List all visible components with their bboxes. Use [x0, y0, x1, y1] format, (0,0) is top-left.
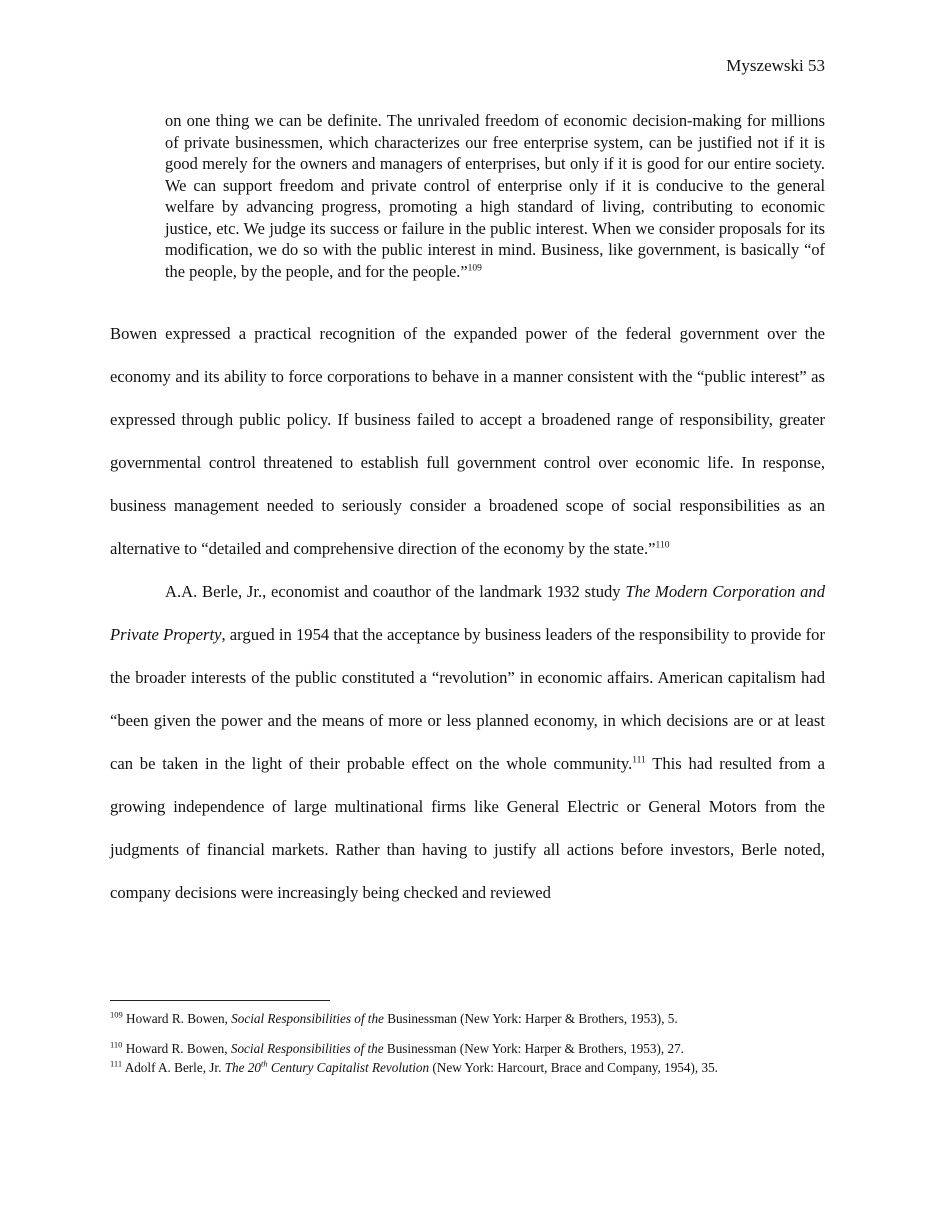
- paragraph-text: Bowen expressed a practical recognition of the expanded power of the federal government over the economy and its ability to force corporations to behave in a manner consistent with the “public interest” as expressed through public policy. If business failed to accept a broadened range of responsibility, greater governmental control threatened to establish full government control over economic life. In response, business management needed to seriously consider a broadened scope of social responsibilities as an alternative to “detailed and comprehensive direction of the economy by the state.”: [110, 324, 825, 558]
- paragraph-text: , argued in 1954 that the acceptance by business leaders of the responsibility to provide for the broader interests of the public constituted a “revolution” in economic affairs. American capitalism had “been given the power and the means of more or less planned economy, in which decisions are or at least can be taken in the light of their probable effect on the whole community.: [110, 625, 825, 773]
- footnote-number: 110: [110, 1039, 123, 1050]
- block-quote-text: on one thing we can be definite. The unrivaled freedom of economic decision-making for millions of private businessmen, which characterizes our free enterprise system, can be justified not if it is good merely for the owners and managers of enterprises, but only if it is good for our entire society. We can support freedom and private control of enterprise only if it is conducive to the general welfare by advancing progress, promoting a high standard of living, contributing to economic justice, etc. We judge its success or failure in the public interest. When we consider proposals for its modification, we do so with the public interest in mind. Business, like government, is basically “of the people, by the people, and for the people.”: [165, 111, 825, 281]
- footnote-text: Howard R. Bowen,: [122, 1041, 231, 1056]
- footnote-text: Businessman (New York: Harper & Brothers, 1953), 5.: [383, 1011, 678, 1026]
- footnote-text: Businessman (New York: Harper & Brothers, 1953), 27.: [383, 1041, 684, 1056]
- footnote-ref-109[interactable]: 109: [467, 263, 482, 274]
- footnote-italic-part: The 20: [224, 1060, 261, 1075]
- paragraph: [110, 570, 825, 914]
- ordinal-suffix: th: [260, 1058, 268, 1069]
- footnote: [110, 1010, 825, 1027]
- footnote-text: Adolf A. Berle, Jr.: [122, 1060, 225, 1075]
- footnote-italic: Social Responsibilities of the: [231, 1011, 384, 1026]
- footnote-italic: [225, 1060, 429, 1075]
- footnote-italic: Social Responsibilities of the: [230, 1041, 384, 1056]
- book-title: The Modern Corporation and Private Property: [110, 582, 826, 644]
- footnote-italic-part: Century Capitalist Revolution: [267, 1060, 430, 1075]
- running-head: Myszewski 53: [726, 56, 825, 75]
- block-quote: [165, 110, 825, 282]
- paragraph-text: This had resulted from a growing independence of large multinational firms like General Electric or General Motors from the judgments of financial markets. Rather than having to justify all actions before investors, Berle noted, company decisions were increasingly being checked and reviewed: [110, 754, 825, 902]
- footnote: [110, 1040, 825, 1057]
- body-text: [110, 312, 825, 914]
- footnote-number: 109: [110, 1009, 123, 1020]
- footnote-ref-110[interactable]: 110: [655, 540, 670, 551]
- paragraph: [110, 312, 825, 570]
- footnote-text: Howard R. Bowen,: [122, 1011, 232, 1026]
- footnote-text: (New York: Harcourt, Brace and Company, 1954), 35.: [429, 1060, 718, 1075]
- footnote-separator: [110, 1000, 330, 1001]
- footnote: [110, 1059, 825, 1076]
- footnotes: [110, 1010, 825, 1076]
- paragraph-text: A.A. Berle, Jr., economist and coauthor of the landmark 1932 study: [165, 582, 626, 601]
- footnote-number: 111: [110, 1058, 123, 1069]
- footnote-ref-111[interactable]: 111: [632, 755, 646, 766]
